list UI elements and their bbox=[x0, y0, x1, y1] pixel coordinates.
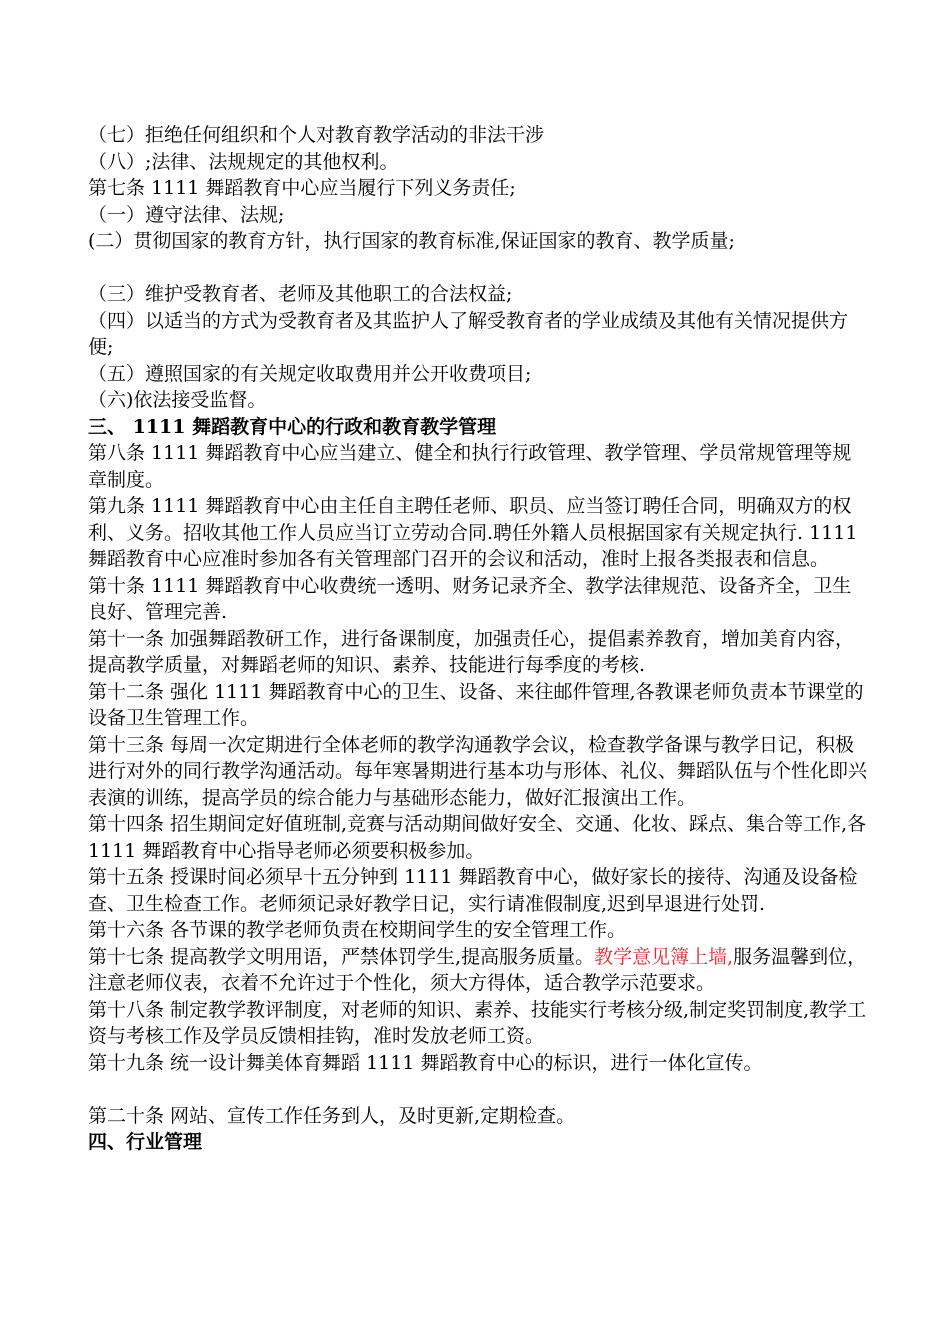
article-10: 第十条 1111 舞蹈教育中心收费统一透明、财务记录齐全、教学法律规范、设备齐全，卫生良好、管理完善. bbox=[88, 574, 852, 623]
article-17-highlight: 教学意见簿上墙, bbox=[594, 945, 734, 968]
section-heading-3: 三、 1111 舞蹈教育中心的行政和教育教学管理 bbox=[88, 415, 497, 438]
duty-2: (二）贯彻国家的教育方针，执行国家的教育标准,保证国家的教育、教学质量; bbox=[88, 230, 735, 252]
duty-1: （一）遵守法律、法规; bbox=[88, 203, 285, 226]
article-9: 第九条 1111 舞蹈教育中心由主任自主聘任老师、职员、应当签订聘任合同，明确双方的权利、义务。招收其他工作人员应当订立劳动合同.聘任外籍人员根据国家有关规定执行. 1111 舞蹈教育中心应准时参加各有关管理部门召开的会议和活动，准时上报各类报表和信息。 bbox=[88, 495, 858, 570]
section-heading-4: 四、行业管理 bbox=[88, 1131, 203, 1153]
article-16: 第十六条 各节课的教学老师负责在校期间学生的安全管理工作。 bbox=[88, 919, 627, 941]
article-12: 第十二条 强化 1111 舞蹈教育中心的卫生、设备、来往邮件管理,各教课老师负责本节课堂的设备卫生管理工作。 bbox=[88, 680, 864, 729]
article-17-text-start: 第十七条 提高教学文明用语，严禁体罚学生,提高服务质量。 bbox=[88, 945, 595, 968]
blank-line bbox=[88, 255, 868, 282]
article-20: 第二十条 网站、宣传工作任务到人，及时更新,定期检查。 bbox=[88, 1104, 576, 1127]
article-11: 第十一条 加强舞蹈教研工作，进行备课制度，加强责任心，提倡素养教育，增加美育内容，提高教学质量，对舞蹈老师的知识、素养、技能进行每季度的考核. bbox=[88, 627, 855, 676]
article-17 bbox=[88, 944, 868, 997]
article-15: 第十五条 授课时间必须早十五分钟到 1111 舞蹈教育中心，做好家长的接待、沟通及设备检查、卫生检查工作。老师须记录好教学日记，实行请准假制度,迟到早退进行处罚. bbox=[88, 866, 858, 915]
article-18: 第十八条 制定教学教评制度，对老师的知识、素养、技能实行考核分级,制定奖罚制度,教学工资与考核工作及学员反馈相挂钩，准时发放老师工资。 bbox=[88, 998, 867, 1047]
article-13: 第十三条 每周一次定期进行全体老师的教学沟通教学会议，检查教学备课与教学日记，积极进行对外的同行教学沟通活动。每年寒暑期进行基本功与形体、礼仪、舞蹈队伍与个性化即兴表演的训练，提高学员的综合能力与基础形态能力，做好汇报演出工作。 bbox=[88, 733, 868, 809]
duty-6: （六)依法接受监督。 bbox=[88, 389, 267, 411]
blank-line bbox=[88, 1076, 868, 1103]
document-body bbox=[88, 122, 868, 1156]
article-19: 第十九条 统一设计舞美体育舞蹈 1111 舞蹈教育中心的标识，进行一体化宣传。 bbox=[88, 1051, 763, 1074]
duty-5: （五）遵照国家的有关规定收取费用并公开收费项目; bbox=[88, 362, 532, 385]
duty-3: （三）维护受教育者、老师及其他职工的合法权益; bbox=[88, 283, 513, 305]
article-14: 第十四条 招生期间定好值班制,竞赛与活动期间做好安全、交通、化妆、踩点、集合等工作,各 1111 舞蹈教育中心指导老师必须要积极参加。 bbox=[88, 813, 867, 862]
clause-8-rights: （八）;法律、法规规定的其他权利。 bbox=[88, 150, 399, 173]
duty-4: （四）以适当的方式为受教育者及其监护人了解受教育者的学业成绩及其他有关情况提供方便; bbox=[88, 309, 849, 358]
article-17-text-end: 服务温馨到位，注意老师仪表，衣着不允许过于个性化，须大方得体，适合教学示范要求。 bbox=[88, 945, 867, 994]
article-8: 第八条 1111 舞蹈教育中心应当建立、健全和执行行政管理、教学管理、学员常规管理等规章制度。 bbox=[88, 442, 852, 491]
article-7: 第七条 1111 舞蹈教育中心应当履行下列义务责任; bbox=[88, 177, 516, 199]
clause-7-rights: （七）拒绝任何组织和个人对教育教学活动的非法干涉 bbox=[88, 124, 545, 146]
